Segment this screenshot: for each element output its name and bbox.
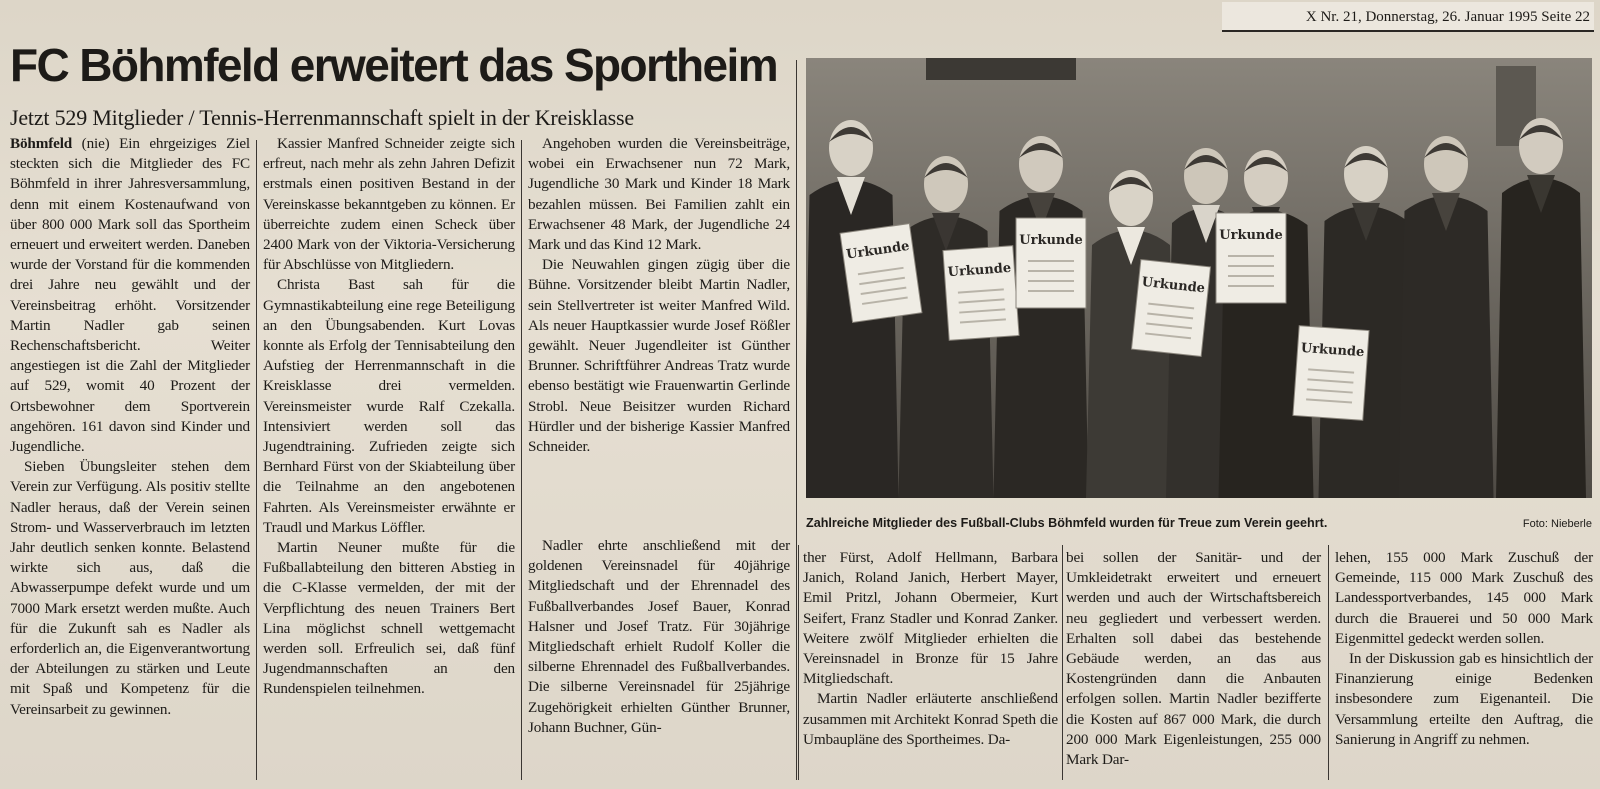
article-column-4 <box>803 548 1058 786</box>
article-column-6 <box>1335 548 1593 786</box>
article-paragraph: bei sollen der Sanitär- und der Umkleidetrakt erweitert und erneuert werden und auch der Wirtschaftsbereich neu gegliedert und verbessert werden. Erhalten soll dabei das bestehende Gebäude werden, an das aus Kostengründen dann die Anbauten erfolgen sollen. Martin Nadler bezifferte die Kosten auf 867 000 Mark, die durch 200 000 Mark Eigenleistungen, 255 000 Mark Dar- <box>1066 549 1321 769</box>
article-column-2 <box>263 134 515 784</box>
subheadline: Jetzt 529 Mitglieder / Tennis-Herrenmannschaft spielt in der Kreisklasse <box>10 105 634 130</box>
column-rule <box>796 60 797 780</box>
dateline: X Nr. 21, Donnerstag, 26. Januar 1995 Seite 22 <box>1222 2 1594 32</box>
article-paragraph: Böhmfeld (nie) Ein ehrgeiziges Ziel steckten sich die Mitglieder des FC Böhmfeld in ihrer Jahresversammlung, denn mit einem Kostenaufwand von über 800 000 Mark soll das Sportheim erneuert und erweitert werden. Daneben wurde der Vorstand für die kommenden drei Jahre neu gewählt und der Vereinsbeitrag erhöht. Vorsitzender Martin Nadler gab seinen Rechenschaftsbericht. Weiter angestiegen ist die Zahl der Mitglieder auf 529, womit 40 Prozent der Ortsbewohner dem Sportverein angehören. 161 davon sind Kinder und Jugendliche. <box>10 135 250 456</box>
certificate-title: Urkunde <box>947 260 1012 281</box>
column-rule <box>1328 545 1329 780</box>
article-paragraph: Christa Bast sah für die Gymnastikabteilung eine rege Beteiligung an den Übungsabenden. Kurt Lovas konnte als Erfolg der Tennisabteilung den Aufstieg der Herrenmannschaft in die Kreisklasse drei vermelden. Vereinsmeister wurde Ralf Czekalla. Intensiviert werden soll das Jugendtraining. Zufrieden zeigte sich Bernhard Fürst von der Skiabteilung über die Teilnahme an den angebotenen Fahrten. Als Vereinsmeister erwähnte er Traudl und Markus Löffler. <box>263 276 515 536</box>
article-paragraph: Martin Neuner mußte für die Fußballabteilung den bitteren Abstieg in die C-Klasse vermelden, der mit der Verpflichtung des neuen Trainers Bert Lina möglichst schnell wettgemacht werden soll. Erfreulich sei, daß fünf Jugendmannschaften an den Rundenspielen teilnehmen. <box>263 539 515 698</box>
certificate-title: Urkunde <box>1219 228 1283 243</box>
photo-caption: Zahlreiche Mitglieder des Fußball-Clubs Böhmfeld wurden für Treue zum Verein geehrt. <box>806 516 1328 530</box>
headline: FC Böhmfeld erweitert das Sportheim <box>10 39 778 91</box>
certificate-title: Urkunde <box>1019 233 1083 248</box>
certificate-title: Urkunde <box>1141 274 1206 297</box>
article-column-1 <box>10 134 250 784</box>
certificate <box>1016 218 1086 308</box>
location-tag: Böhmfeld <box>10 135 73 152</box>
certificate <box>1131 260 1210 357</box>
article-column-5 <box>1066 548 1321 786</box>
column-rule <box>256 140 257 780</box>
article-paragraph: In der Diskussion gab es hinsichtlich der Finanzierung einige Bedenken insbesondere zum Eigenanteil. Die Versammlung erteilte den Auftrag, die Sanierung in Angriff zu nehmen. <box>1335 650 1593 748</box>
column-rule <box>798 545 799 780</box>
article-paragraph: Martin Nadler erläuterte anschließend zusammen mit Architekt Konrad Speth die Umbaupläne des Sportheimes. Da- <box>803 690 1058 748</box>
article-column-3 <box>528 134 790 528</box>
team-photo <box>806 58 1592 498</box>
article-paragraph: lehen, 155 000 Mark Zuschuß der Gemeinde, 115 000 Mark Zuschuß des Landessportverbandes, 145 000 Mark durch die Brauerei und 50 000 Mark Eigenmittel gedeckt werden sollen. <box>1335 549 1593 647</box>
article-paragraph: ther Fürst, Adolf Hellmann, Barbara Janich, Roland Janich, Herbert Mayer, Emil Pritzl, Johann Obermeier, Kurt Seifert, Franz Stadler und Konrad Zanker. Weitere zwölf Mitglieder erhielten die Vereinsnadel in Bronze für 15 Jahre Mitgliedschaft. <box>803 549 1058 688</box>
article-paragraph: Die Neuwahlen gingen zügig über die Bühne. Vorsitzender bleibt Martin Nadler, sein Stellvertreter ist weiter Manfred Wild. Als neuer Hauptkassier wurde Josef Rößler gewählt. Neuer Jugendleiter ist Günther Brunner. Schriftführer Andreas Tratz wurde ebenso bestätigt wie Frauenwartin Gerlinde Strobl. Neue Beisitzer wurden Richard Hürdler und der bisherige Kassier Manfred Schneider. <box>528 256 790 456</box>
certificate-title: Urkunde <box>1300 340 1365 361</box>
certificate <box>840 224 922 323</box>
column-rule <box>1062 545 1063 780</box>
article-paragraph: Angehoben wurden die Vereinsbeiträge, wobei ein Erwachsener nun 72 Mark, Jugendliche 30 Mark und Kinder 18 Mark bezahlen müssen. Bei Familien zahlt ein Erwachsener 48 Mark, der Jugendliche 24 Mark und das Kind 12 Mark. <box>528 135 790 254</box>
certificate <box>1216 213 1286 303</box>
article-paragraph: Kassier Manfred Schneider zeigte sich erfreut, nach mehr als zehn Jahren Defizit erstmals einen positiven Bestand in der Vereinskasse bekanntgeben zu können. Er überreichte zudem einen Scheck über 2400 Mark von der Viktoria-Versicherung für Abschlüsse von Mitgliedern. <box>263 135 515 274</box>
person-body <box>1399 196 1494 498</box>
person-body <box>1496 178 1586 498</box>
article-paragraph: Sieben Übungsleiter stehen dem Verein zur Verfügung. Als positiv stellte Nadler heraus, daß der Verein seinen Strom- und Wasserverbrauch im letzten Jahr deutlich senken konnte. Belastend wirkte sich aus, daß die Abwasserpumpe defekt wurde und um 7000 Mark ersetzt werden mußte. Auch für die Zukunft sah es Nadler als erforderlich an, die Eigenverantwortung der Abteilungen zu stärken und Leute mit Spaß und Kompetenz für die Vereinsarbeit zu gewinnen. <box>10 458 250 718</box>
certificate <box>943 246 1019 341</box>
certificate <box>1293 326 1369 421</box>
certificate-title: Urkunde <box>845 238 911 263</box>
article-column-3-continued <box>528 536 790 786</box>
photo-credit: Foto: Nieberle <box>1522 518 1592 530</box>
column-rule <box>521 140 522 780</box>
article-paragraph: Nadler ehrte anschließend mit der goldenen Vereinsnadel für 40jährige Mitgliedschaft und der Ehrennadel des Fußballverbandes Josef Bauer, Konrad Halsner und Josef Tratz. Für 30jährige Mitgliedschaft erhielt Rudolf Koller die silberne Ehrennadel des Fußballverbandes. Die silberne Vereinsnadel für 25jährige Zugehörigkeit erhielten Günther Brunner, Johann Buchner, Gün- <box>528 537 790 736</box>
